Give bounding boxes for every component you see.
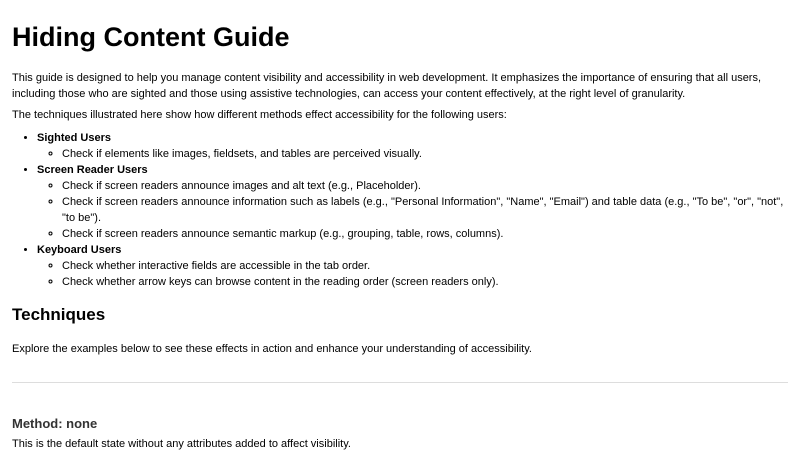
intro-paragraph: This guide is designed to help you manage content visibility and accessibility in web development. It emphasizes the importance of ensuring that all users, including those who are sighted and those using assistive technologies, can access your content effectively, at the right level of granularity. — [12, 72, 762, 100]
check-item: ◦ Check whether interactive fields are accessible in the tab order. — [62, 258, 788, 274]
techniques-intro-paragraph: The techniques illustrated here show how different methods effect accessibility for the following users: — [12, 109, 507, 121]
method-heading: Method: none — [12, 416, 98, 431]
user-group-title: Keyboard Users — [37, 244, 122, 256]
user-group-title: Sighted Users — [37, 132, 111, 144]
check-item: ◦ Check whether arrow keys can browse content in the reading order (screen readers only). — [62, 274, 788, 290]
user-group-screen-reader — [37, 162, 788, 242]
user-group-keyboard — [37, 242, 788, 290]
user-group-title: Screen Reader Users — [37, 164, 148, 176]
section-divider — [12, 382, 788, 383]
user-group-sighted — [37, 130, 788, 162]
method-description: This is the default state without any attributes added to affect visibility. — [12, 438, 351, 450]
page-title: Hiding Content Guide — [12, 22, 290, 52]
check-item: ◦ Check if screen readers announce images and alt text (e.g., Placeholder). — [62, 178, 788, 194]
check-list — [37, 258, 788, 290]
check-item: ◦ Check if screen readers announce information such as labels (e.g., "Personal Information", "Name", "Email") and table data (e.g., "To be", "or", "not", "to be"). — [62, 194, 788, 226]
check-item: ◦ Check if elements like images, fieldsets, and tables are perceived visually. — [62, 146, 788, 162]
check-list — [37, 146, 788, 162]
check-list — [37, 178, 788, 242]
check-item: ◦ Check if screen readers announce semantic markup (e.g., grouping, table, rows, columns). — [62, 226, 788, 242]
user-groups-list — [12, 130, 788, 290]
techniques-heading: Techniques — [12, 305, 106, 324]
techniques-description: Explore the examples below to see these effects in action and enhance your understanding of accessibility. — [12, 343, 532, 355]
